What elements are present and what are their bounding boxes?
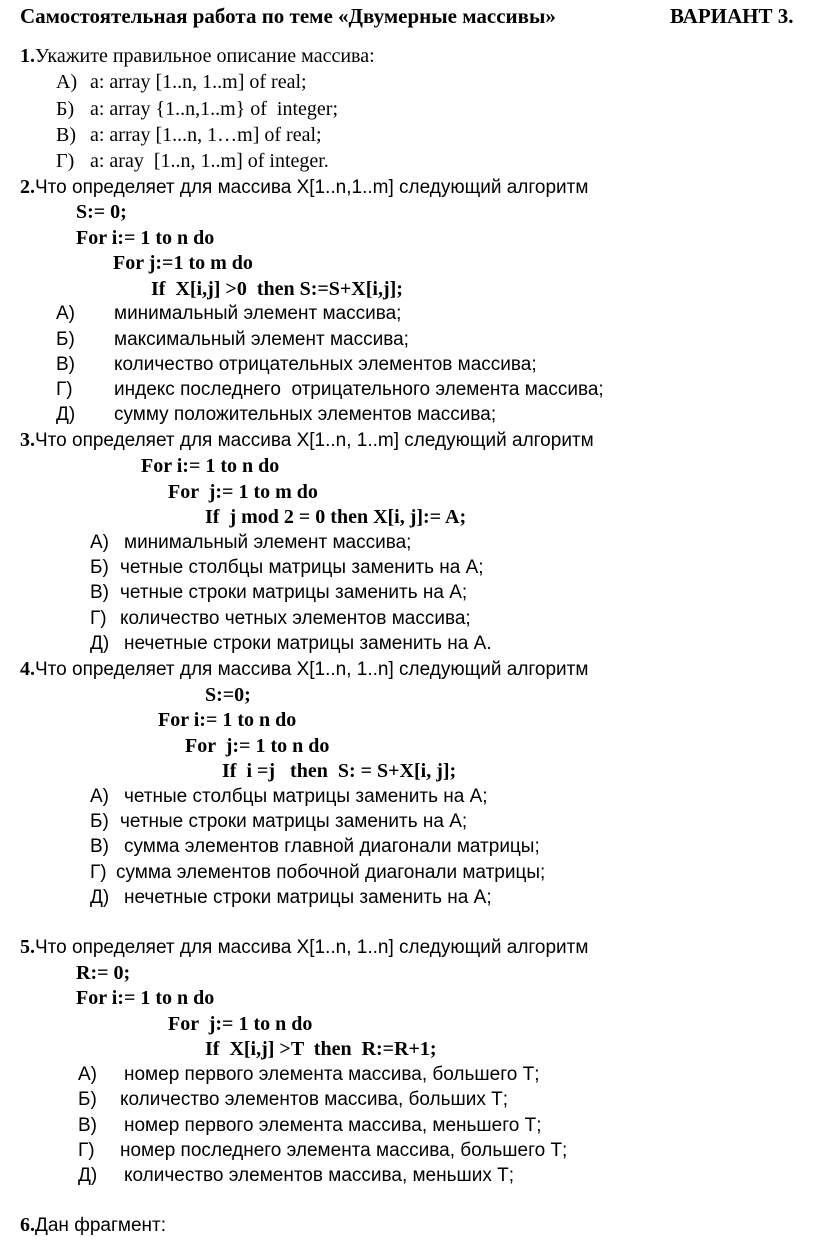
question-text: Что определяет для массива X[1..n, 1..n] следующий алгоритм [35,937,589,958]
option-letter: А) [56,71,78,93]
option-letter: Д) [90,633,110,654]
option-c [56,353,537,377]
question-3 [20,428,594,453]
option-text: нечетные строки матрицы заменить на А. [124,633,492,654]
option-letter: Г) [78,1140,95,1161]
option-c [90,835,540,859]
option-letter: Б) [90,811,109,832]
option-text: минимальный элемент массива; [114,303,402,324]
question-1 [20,44,375,68]
option-letter: А) [78,1064,97,1085]
option-text: сумма элементов побочной диагонали матрицы; [116,862,546,883]
option-letter: Д) [78,1165,98,1186]
code-line: R:= 0; [76,962,131,984]
option-text: индекс последнего отрицательного элемента массива; [114,379,604,400]
option-text: a: array {1..n,1..m} of integer; [90,98,339,120]
option-d [90,861,545,885]
option-text: a: array [1...n, 1…m] of real; [90,124,322,146]
option-c [78,1114,541,1138]
option-letter: В) [90,836,109,857]
option-e [56,403,496,427]
option-text: нечетные строки матрицы заменить на А; [124,887,492,908]
code-line: For j:= 1 to n do [168,1013,313,1035]
option-text: максимальный элемент массива; [114,329,409,350]
code-line: S:= 0; [76,201,127,223]
question-text: Укажите правильное описание массива: [35,45,375,67]
option-text: четные строки матрицы заменить на А; [120,582,468,603]
option-e [78,1164,514,1188]
option-text: количество элементов массива, больших Т; [120,1089,509,1110]
question-6 [20,1213,166,1238]
code-line: For j:= 1 to m do [168,481,318,503]
question-number: 2. [20,176,35,198]
question-text: Что определяет для массива X[1..n, 1..n] следующий алгоритм [35,659,589,680]
code-line: S:=0; [205,684,251,706]
option-letter: А) [90,786,109,807]
option-a [56,70,307,94]
option-text: минимальный элемент массива; [124,532,412,553]
option-d [78,1139,567,1163]
option-letter: Г) [90,608,107,629]
option-text: четные столбцы матрицы заменить на А; [124,786,488,807]
option-letter: Г) [90,862,107,883]
option-text: четные столбцы матрицы заменить на А; [120,557,484,578]
option-text: количество четных элементов массива; [120,608,471,629]
option-text: номер первого элемента массива, большего Т; [124,1064,540,1085]
code-line: For i:= 1 to n do [158,709,297,731]
code-line: For i:= 1 to n do [76,987,215,1009]
option-c [90,581,467,605]
option-b [90,556,484,580]
code-line: If X[i,j] >T then R:=R+1; [205,1038,437,1060]
question-number: 3. [20,429,35,451]
option-letter: В) [56,124,76,146]
question-number: 1. [20,45,35,67]
option-c [56,123,322,147]
question-2 [20,175,588,200]
option-d [56,378,604,402]
option-letter: А) [56,303,75,324]
option-text: количество элементов массива, меньших Т; [124,1165,515,1186]
option-e [90,886,492,910]
option-text: a: aray [1..n, 1..m] of integer. [90,150,329,172]
option-letter: Б) [90,557,109,578]
option-e [90,632,492,656]
option-letter: Д) [56,404,76,425]
option-text: номер последнего элемента массива, большего Т; [120,1140,568,1161]
option-text: сумма элементов главной диагонали матрицы; [124,836,540,857]
option-text: номер первого элемента массива, меньшего Т; [124,1115,542,1136]
option-b [56,328,409,352]
option-letter: Б) [56,329,75,350]
option-d [90,607,471,631]
question-text: Что определяет для массива X[1..n, 1..m] следующий алгоритм [35,430,594,451]
option-letter: Г) [56,379,73,400]
option-text: четные строки матрицы заменить на А; [120,811,468,832]
question-5 [20,935,588,960]
code-line: If j mod 2 = 0 then X[i, j]:= A; [205,506,467,528]
option-d [56,149,329,173]
code-line: For j:= 1 to n do [185,735,330,757]
question-number: 4. [20,658,35,680]
option-letter: Д) [90,887,110,908]
option-a [90,531,411,555]
option-text: сумму положительных элементов массива; [114,404,497,425]
question-4 [20,657,588,682]
question-number: 6. [20,1214,35,1236]
option-letter: В) [90,582,109,603]
option-letter: Б) [78,1089,97,1110]
question-number: 5. [20,936,35,958]
option-a [90,785,488,809]
code-line: For i:= 1 to n do [141,455,280,477]
option-a [78,1063,539,1087]
option-b [90,810,467,834]
option-letter: В) [56,354,75,375]
option-b [56,97,338,121]
document-title: Самостоятельная работа по теме «Двумерные массивы» [20,4,556,28]
question-text: Дан фрагмент: [35,1215,167,1236]
option-b [78,1088,508,1112]
option-letter: Б) [56,98,75,120]
option-letter: А) [90,532,109,553]
option-letter: В) [78,1115,97,1136]
option-text: a: array [1..n, 1..m] of real; [90,71,307,93]
option-letter: Г) [56,150,75,172]
code-line: For j:=1 to m do [113,252,253,274]
option-text: количество отрицательных элементов массива; [114,354,537,375]
code-line: If X[i,j] >0 then S:=S+X[i,j]; [151,278,403,300]
question-text: Что определяет для массива X[1..n,1..m] следующий алгоритм [35,177,589,198]
code-line: If i =j then S: = S+X[i, j]; [222,760,457,782]
option-a [56,302,401,326]
code-line: For i:= 1 to n do [76,227,215,249]
variant-label: ВАРИАНТ 3. [670,4,794,28]
